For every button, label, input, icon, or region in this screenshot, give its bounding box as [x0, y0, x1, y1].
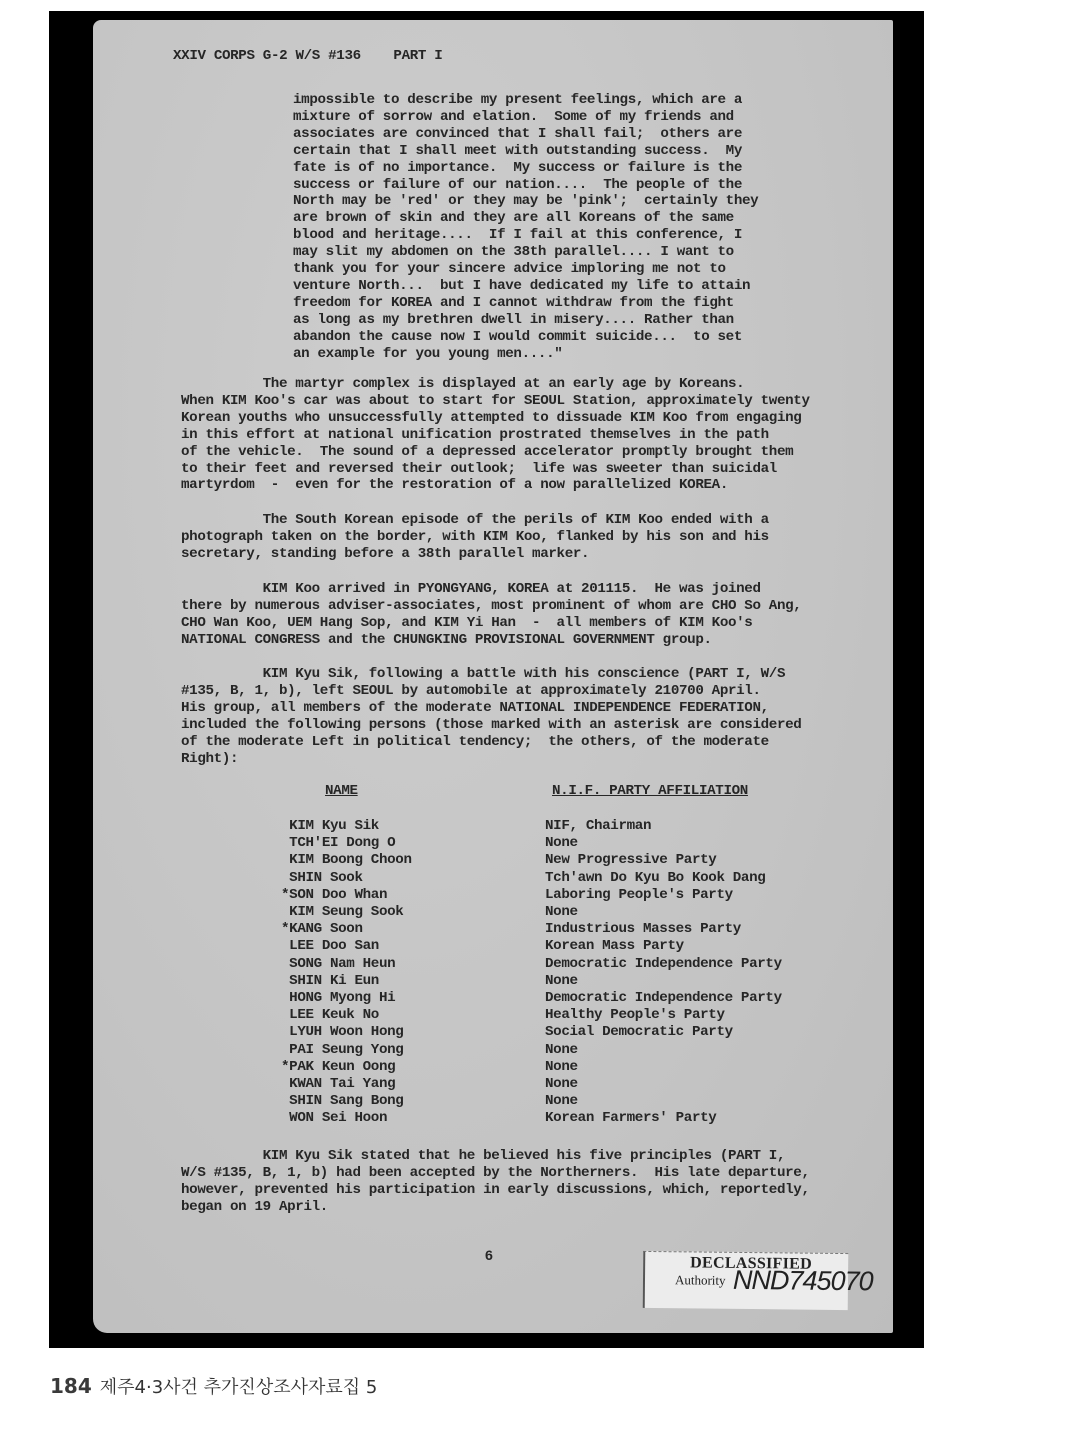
quote-line: are brown of skin and they are all Koreans of the same	[293, 210, 734, 227]
paragraph-line: included the following persons (those marked with an asterisk are considered	[181, 716, 802, 733]
paragraph-line: The martyr complex is displayed at an early age by Koreans.	[181, 376, 745, 392]
paragraph-line: KIM Kyu Sik stated that he believed his five principles (PART I,	[181, 1148, 786, 1164]
paragraph-line: His group, all members of the moderate NATIONAL INDEPENDENCE FEDERATION,	[181, 699, 769, 716]
paragraph-line: Right):	[181, 750, 239, 767]
paragraph-five-principles	[181, 1148, 810, 1216]
quote-line: certain that I shall meet with outstanding success. My	[293, 142, 743, 159]
member-affiliation: New Progressive Party	[545, 852, 717, 869]
paragraph-line: When KIM Koo's car was about to start for SEOUL Station, approximately twenty	[181, 392, 810, 409]
member-affiliation: None	[545, 972, 578, 989]
book-title: 제주4·3사건 추가진상조사자료집 5	[99, 1377, 378, 1398]
paragraph-line: CHO Wan Koo, UEM Hang Sop, and KIM Yi Han - all members of KIM Koo's	[181, 614, 753, 631]
member-affiliation: None	[545, 1058, 578, 1075]
member-affiliation: None	[545, 835, 578, 852]
paragraph-line: secretary, standing before a 38th parallel marker.	[181, 545, 590, 562]
member-name: LEE Keuk No	[281, 1007, 379, 1024]
table-header-name: NAME	[325, 783, 358, 799]
paragraph-line: #135, B, 1, b), left SEOUL by automobile at approximately 210700 April.	[181, 682, 761, 699]
member-name: SHIN Sang Bong	[281, 1093, 404, 1110]
book-page-number: 184	[50, 1374, 92, 1398]
member-name: LEE Doo San	[281, 938, 379, 955]
member-name: KIM Seung Sook	[281, 904, 404, 920]
member-name: KWAN Tai Yang	[281, 1076, 396, 1092]
member-name: HONG Myong Hi	[281, 990, 396, 1006]
paragraph-line: of the moderate Left in political tendency; the others, of the moderate	[181, 733, 769, 750]
member-name: *SON Doo Whan	[281, 886, 388, 903]
member-name: PAI Seung Yong	[281, 1041, 404, 1058]
paragraph-line: Korean youths who unsuccessfully attempted to dissuade KIM Koo from engaging	[181, 409, 802, 426]
quote-line: associates are convinced that I shall fail; others are	[293, 125, 743, 142]
declassified-stamp	[643, 1251, 873, 1310]
member-affiliation: Democratic Independence Party	[545, 955, 782, 972]
paragraph-line: W/S #135, B, 1, b) had been accepted by the Northerners. His late departure,	[181, 1164, 810, 1181]
member-affiliation: Social Democratic Party	[545, 1024, 733, 1041]
table-header-affiliation: N.I.F. PARTY AFFILIATION	[552, 783, 748, 799]
member-affiliation: Laboring People's Party	[545, 886, 733, 903]
stamp-title: DECLASSIFIED	[690, 1254, 813, 1273]
quote-line: mixture of sorrow and elation. Some of my friends and	[293, 108, 734, 125]
document-page	[93, 20, 893, 1333]
quote-line: abandon the cause now I would commit suicide... to set	[293, 328, 743, 345]
paragraph-line: of the vehicle. The sound of a depressed accelerator promptly brought them	[181, 443, 794, 460]
member-name: SHIN Sook	[281, 869, 363, 886]
paragraph-line: martyrdom - even for the restoration of a now parallelized KOREA.	[181, 477, 728, 494]
document-header: XXIV CORPS G-2 W/S #136 PART I	[173, 48, 443, 64]
member-affiliation: None	[545, 1093, 578, 1110]
book-footer	[50, 1373, 377, 1399]
member-affiliation: Korean Farmers' Party	[545, 1110, 717, 1127]
paragraph-line: to their feet and reversed their outlook; life was sweeter than suicidal	[181, 460, 777, 477]
quote-block	[293, 92, 758, 363]
paragraph-martyr-complex	[181, 376, 810, 494]
paragraph-line: photograph taken on the border, with KIM Koo, flanked by his son and his	[181, 528, 769, 545]
paragraph-line: however, prevented his participation in early discussions, which, reportedly,	[181, 1181, 810, 1198]
paragraph-kim-kyu-sik-departure	[181, 666, 801, 767]
member-affiliation: Tch'awn Do Kyu Bo Kook Dang	[545, 869, 766, 886]
paragraph-south-korean-episode	[181, 512, 769, 563]
member-affiliation: None	[545, 1041, 578, 1058]
quote-line: fate is of no importance. My success or failure is the	[293, 159, 743, 176]
member-name: *KANG Soon	[281, 921, 363, 938]
member-affiliation: None	[545, 1076, 578, 1092]
member-name: KIM Kyu Sik	[281, 818, 379, 834]
quote-line: impossible to describe my present feelings, which are a	[293, 92, 743, 108]
quote-line: thank you for your sincere advice imploring me not to	[293, 261, 726, 278]
member-name: TCH'EI Dong O	[281, 835, 396, 852]
member-affiliation: None	[545, 904, 578, 920]
quote-line: as long as my brethren dwell in misery.... Rather than	[293, 311, 734, 328]
member-affiliation: Healthy People's Party	[545, 1007, 725, 1024]
quote-line: venture North... but I have dedicated my life to attain	[293, 277, 751, 294]
quote-line: may slit my abdomen on the 38th parallel.... I want to	[293, 244, 734, 261]
paragraph-line: there by numerous adviser-associates, most prominent of whom are CHO So Ang,	[181, 597, 802, 614]
member-affiliation: Industrious Masses Party	[545, 921, 741, 938]
paragraph-line: NATIONAL CONGRESS and the CHUNGKING PROVISIONAL GOVERNMENT group.	[181, 631, 712, 648]
page-number: 6	[485, 1248, 493, 1264]
member-name: LYUH Woon Hong	[281, 1024, 404, 1041]
stamp-authority-code: NND745070	[732, 1264, 873, 1297]
member-name: WON Sei Hoon	[281, 1110, 388, 1127]
quote-line: success or failure of our nation.... The people of the	[293, 176, 743, 193]
paragraph-line: in this effort at national unification prostrated themselves in the path	[181, 426, 769, 443]
member-affiliation: NIF, Chairman	[545, 818, 652, 834]
member-affiliation: Democratic Independence Party	[545, 990, 782, 1006]
paragraph-line: KIM Kyu Sik, following a battle with his conscience (PART I, W/S	[181, 666, 786, 682]
paragraph-kim-koo-arrival	[181, 581, 801, 649]
paragraph-line: began on 19 April.	[181, 1198, 328, 1215]
quote-line: freedom for KOREA and I cannot withdraw from the fight	[293, 294, 734, 311]
stamp-authority-label: Authority	[674, 1272, 726, 1288]
member-affiliation: Korean Mass Party	[545, 938, 684, 955]
quote-line: an example for you young men...."	[293, 345, 563, 362]
quote-line: blood and heritage.... If I fail at this conference, I	[293, 227, 743, 244]
member-name: SHIN Ki Eun	[281, 972, 379, 989]
member-name: KIM Boong Choon	[281, 852, 412, 869]
member-name: *PAK Keun Oong	[281, 1058, 396, 1075]
paragraph-line: KIM Koo arrived in PYONGYANG, KOREA at 201115. He was joined	[181, 581, 761, 597]
paragraph-line: The South Korean episode of the perils of KIM Koo ended with a	[181, 512, 769, 528]
quote-line: North may be 'red' or they may be 'pink'; certainly they	[293, 193, 759, 210]
member-name: SONG Nam Heun	[281, 955, 396, 972]
